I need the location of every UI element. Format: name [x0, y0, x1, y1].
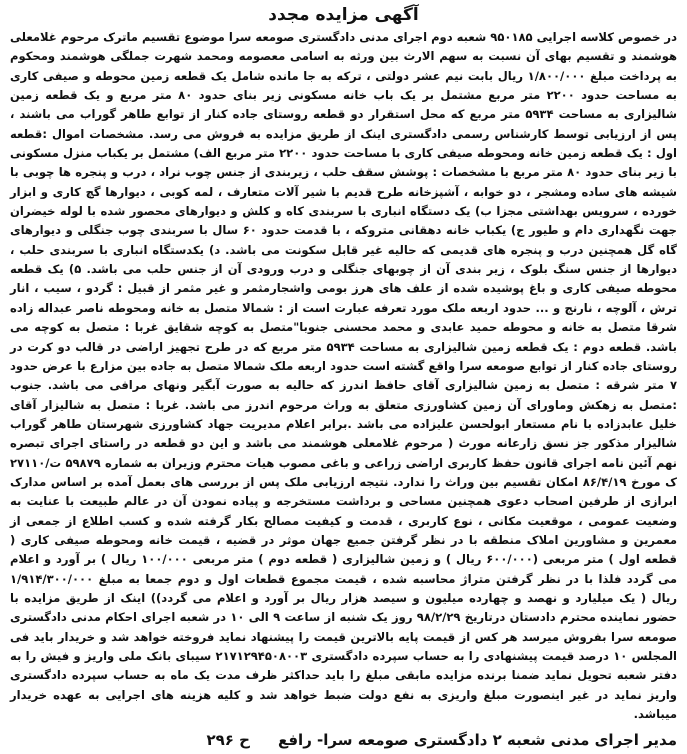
notice-footer: [10, 730, 677, 750]
footer-issuer: مدیر اجرای مدنی شعبه ۲ دادگستری صومعه سرا- رافع: [277, 731, 677, 749]
footer-code: ح ۲۹۶: [206, 731, 250, 749]
notice-body: در خصوص کلاسه اجرایی ۹۵۰۱۸۵ شعبه دوم اجرای مدنی دادگستری صومعه سرا موضوع تقسیم ماترک مرحوم غلامعلی هوشمند و تقسیم بهای آن نسبت به سهم الارث بین ورثه به اسامی معصومه ومحمد شهرت جملگی هوشمند ومحکوم به پرداخت مبلغ ۱/۸۰۰/۰۰۰ ریال بابت نیم عشر دولتی ، ترکه به جا مانده شامل یک قطعه زمین محوطه و صیفی کاری به مساحت حدود ۲۲۰۰ متر مربع مشتمل بر یک باب خانه مسکونی زیر بنای حدود ۸۰ متر مربع و یک قطعه زمین شالیزاری به مساحت ۵۹۳۴ متر مربع که محل استقرار دو قطعه روستای جاده کنار از توابع طاهر گوراب می باشند ، پس از ارزیابی توسط کارشناس رسمی دادگستری اینک از طریق مزایده به فروش می رسد. مشخصات اموال :قطعه اول : یک قطعه زمین خانه ومحوطه صیفی کاری با مساحت حدود ۲۲۰۰ متر مربع الف) مشتمل بر یکباب منزل مسکونی با زیر بنای حدود ۸۰ متر مربع با مشخصات : پوشش سقف حلب ، زیربندی از جنس چوب نراد ، درب و پنجره ها چوبی با شیشه های ساده ومشجر ، دو خوابه ، آشپزخانه طرح قدیم با شیر آلات متعارف ، لمه کوبی ، دیوارها گچ کاری و ابزار خورده ، سرویس بهداشتی مجزا ب) یک دستگاه انباری با سربندی کاه و کلش و دیوارهای محصور شده با لوله خیضران جهت نگهداری دام و طیور ج) یکباب خانه دهقانی متروکه ، با قدمت حدود ۶۰ سال با سربندی چوب جنگلی و دیوارهای گاه گل همچنین درب و پنجره های قدیمی که حالیه غیر قابل سکونت می باشد. د) یکدستگاه انباری با سربندی حلب ، دیوارها از جنس سنگ بلوک ، زیر بندی آن از چوبهای جنگلی و درب ورودی آن از جنس حلب می باشد. ۵) یک قطعه محوطه صیفی کاری و باغ پوشیده شده از علف های هرز بومی واشجارمثمر و غیر مثمر از قبیل : گردو ، سیب ، انار ترش ، آلوچه ، نارنج و ... حدود اربعه ملک مورد تعرفه عبارت است از : شمالا متصل به خانه ومحوطه ناصر عبداله زاده شرقا متصل به خانه و محوطه حمید عابدی و محمد محسنی جنوبا"متصل به کوچه شقایق غربا : متصل به کوچه می باشد. قطعه دوم : یک قطعه زمین شالیزاری به مساحت ۵۹۳۴ متر مربع که در طرح تجهیز اراضی در قالب دو کرت در روستای جاده کنار از توابع صومعه سرا واقع گشته است حدود اربعه ملک شمالا متصل به جاده بین مزارع با عرض حدود ۷ متر شرقه : متصل به زمین شالیزاری آقای حافظ اندرز که حالیه به صورت آبگیر ونهای مرافی می باشد. جنوب :متصل به زهکش وماورای آن زمین کشاورزی متعلق به وراث مرحوم اندرز می باشد. غربا : متصل به شالیزار آقای خلیل عابدزاده با نام مستعار ابولحسن علیزاده می باشد .برابر اعلام مدیریت جهاد کشاورزی شهرستان طاهر گوراب شالیزار مذکور جز نسق زارعانه مورث ( مرحوم غلامعلی هوشمند می باشد و این دو قطعه در راستای اجرای تبصره نهم آئین نامه اجرای قانون حفظ کاربری اراضی زراعی و باغی مصوب هیات محترم وزیران به شماره ۵۹۸۷۹ ت/۲۷۱۱۰ ک مورخ ۸۶/۴/۱۹ امکان تقسیم بین وراث را ندارد. نتیجه ارزیابی ملک پس از بررسی های بعمل آمده بر اساس مدارک ابرازی از طرفین اصحاب دعوی همچنین مساحی و برداشت مستخرجه و پیاده نمودن آن در عالم طبیعت با عنایت به وضعیت عمومی ، موقعیت مکانی ، نوع کاربری ، قدمت و کیفیت مصالح بکار گرفته شده و کسب اطلاع از جمعی از معمرین و مشاورین املاک منطقه با در نظر گرفتن جمیع جهان موثر در قضیه ، قیمت خانه ومحوطه صیفی کاری ( قطعه اول ) متر مربعی (۶۰۰/۰۰۰ ریال ) و زمین شالیزاری ( قطعه دوم ) متر مربعی ۱۰۰/۰۰۰ ریال ) بر آورد و اعلام می گردد فلذا با در نظر گرفتن متراژ محاسبه شده ، قیمت مجموع قطعات اول و دوم جمعا به مبلغ ۱/۹۱۴/۳۰۰/۰۰۰ ریال ( یک میلیارد و نهصد و چهارده میلیون و سیصد هزار ریال بر آورد و اعلام می گردد)) اینک از طریق مزایده با حضور نماینده محترم دادستان درتاریخ ۹۸/۲/۲۹ روز یک شنبه از ساعت ۹ الی ۱۰ در شعبه اجرای احکام مدنی دادگستری صومعه سرا بفروش میرسد هر کس از قیمت پایه بالاترین قیمت را پیشنهاد نماید فروخته خواهد شد و خریدار باید فی المجلس ۱۰ درصد قیمت پیشنهادی را به حساب سپرده دادگستری ۲۱۷۱۲۹۴۵۰۸۰۰۳ سیبای بانک ملی واریز و فیش را به دفتر شعبه تحویل نماید ضمنا برنده مزایده مابقی مبلغ را باید حداکثر ظرف مدت یک ماه به حساب سپرده دادگستری واریز نماید در غیر اینصورت مبلغ واریزی به نفع دولت ضبط خواهد شد و کلیه هزینه های اجرایی به عهده خریدار میباشد.: [10, 30, 678, 722]
notice-title: آگهی مزایده مجدد: [268, 5, 419, 25]
